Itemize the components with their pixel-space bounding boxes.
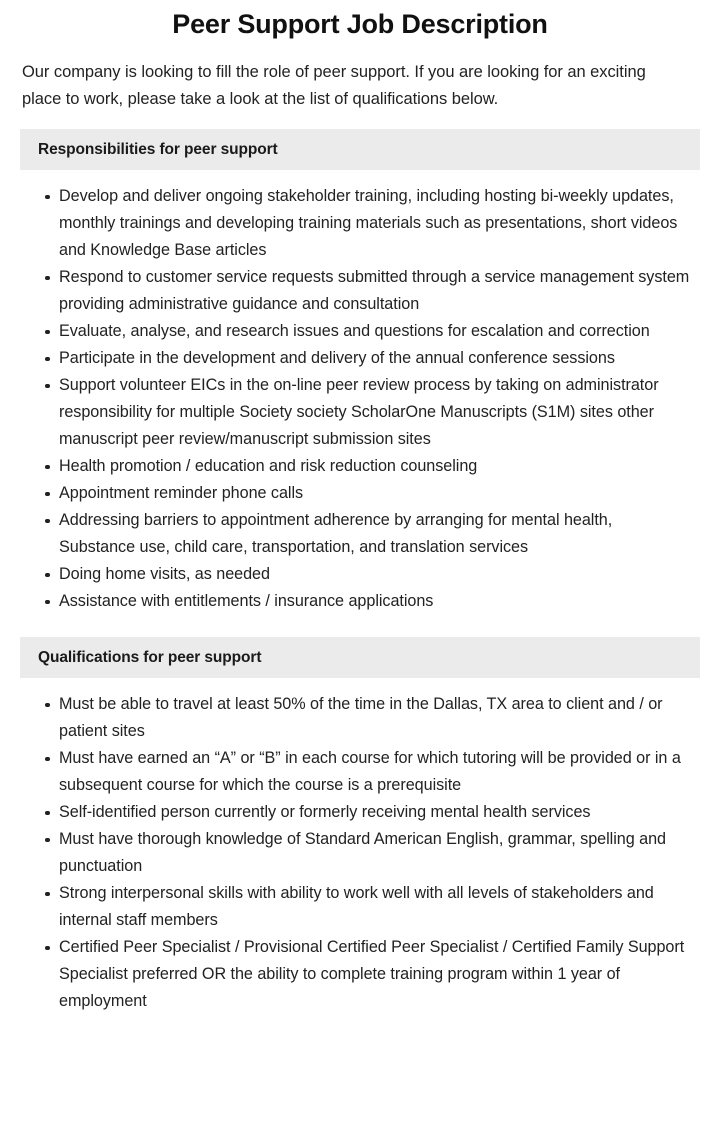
responsibilities-list [0,170,720,615]
list-item: Doing home visits, as needed [45,561,690,588]
list-item: Must have earned an “A” or “B” in each course for which tutoring will be provided or in a subsequent course for which the course is a prerequisite [45,745,690,799]
list-item: Addressing barriers to appointment adherence by arranging for mental health, Substance use, child care, transportation, and translation services [45,507,690,561]
list-item: Develop and deliver ongoing stakeholder training, including hosting bi-weekly updates, monthly trainings and developing training materials such as presentations, short videos and Knowledge Base articles [45,183,690,264]
list-item: Certified Peer Specialist / Provisional Certified Peer Specialist / Certified Family Support Specialist preferred OR the ability to complete training program within 1 year of employment [45,934,690,1015]
qualifications-list [0,678,720,1015]
list-item: Strong interpersonal skills with ability to work well with all levels of stakeholders and internal staff members [45,880,690,934]
section-heading-qualifications: Qualifications for peer support [20,637,700,678]
list-item: Must have thorough knowledge of Standard American English, grammar, spelling and punctuation [45,826,690,880]
intro-paragraph: Our company is looking to fill the role of peer support. If you are looking for an exciting place to work, please take a look at the list of qualifications below. [22,63,646,108]
spacer-bottom [0,1015,720,1035]
list-item: Participate in the development and delivery of the annual conference sessions [45,345,690,372]
list-item: Must be able to travel at least 50% of the time in the Dallas, TX area to client and / or patient sites [45,691,690,745]
list-item: Health promotion / education and risk reduction counseling [45,453,690,480]
list-item: Assistance with entitlements / insurance applications [45,588,690,615]
spacer-between-sections [0,615,720,637]
list-item: Self-identified person currently or formerly receiving mental health services [45,799,690,826]
section-responsibilities [0,129,720,615]
page-title: Peer Support Job Description [172,9,548,39]
spacer-before-responsibilities [0,113,720,129]
list-item: Respond to customer service requests submitted through a service management system providing administrative guidance and consultation [45,264,690,318]
section-qualifications [0,637,720,1015]
list-item: Appointment reminder phone calls [45,480,690,507]
list-item: Evaluate, analyse, and research issues and questions for escalation and correction [45,318,690,345]
section-heading-responsibilities: Responsibilities for peer support [20,129,700,170]
list-item: Support volunteer EICs in the on-line peer review process by taking on administrator responsibility for multiple Society society ScholarOne Manuscripts (S1M) sites other manuscript peer review/manuscript submission sites [45,372,690,453]
